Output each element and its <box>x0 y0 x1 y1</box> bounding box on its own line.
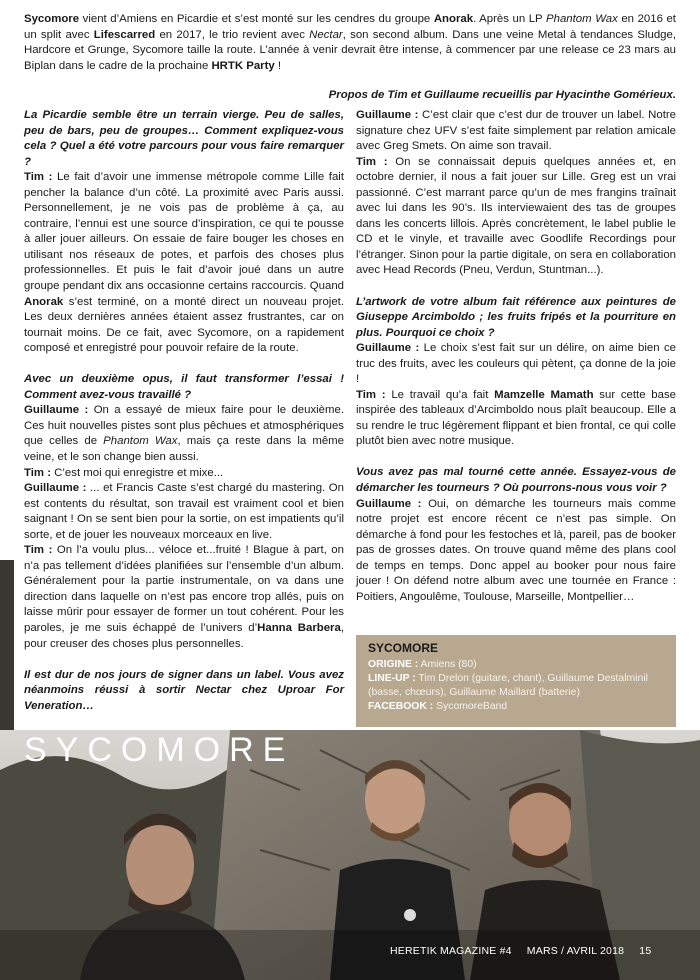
intro-text: vient d’Amiens en Picardie et s’est monté sur les cendres du groupe <box>79 13 434 25</box>
intro-text: , son second album. Dans une veine Metal à tendances Sludge, Hardcore et Grunge, Sycomore taille la route. L’année à venir devrait être intense, à commencer par une release ce 23 mars au Biplan dans le cadre de la prochaine <box>24 28 677 72</box>
speaker: Guillaume : <box>356 109 419 121</box>
speaker: Guillaume : <box>24 404 89 417</box>
answer-text: , mais ça reste dans la même veine, et le son change bien aussi. <box>24 435 344 463</box>
question: Il est dur de nos jours de signer dans un label. Vous avez néanmoins réussi à sortir Nectar chez Uproar For Veneration… <box>24 668 344 712</box>
left-column <box>24 108 344 714</box>
answer-text: Le choix s’est fait sur un délire, on aime bien ce truc des fruits, avec les couleurs qui pètent, ça donne de la joie ! <box>356 342 676 386</box>
answer-text: ... et Francis Caste s’est chargé du mastering. On est contents du résultat, son travail est vraiment cool et bien saignant ! On se sent bien pour la sortie, on est impatients qu’il sorte, et de jouer les nouveaux morceaux en live. <box>24 482 344 541</box>
answer <box>356 388 676 450</box>
intro-paragraph <box>24 12 676 74</box>
answer-text: , pour creuser des choses plus personnelles. <box>24 622 344 650</box>
speaker: Tim : <box>356 388 386 401</box>
answer-text: Oui, on démarche les tourneurs mais comme notre projet est encore récent ce n’est pas simple. On démarche à fond pour les festoches et là, pareil, pas de booker pas de grosses dates. On trouve quand même des plans cool de temps en temps. Donc appel au booker pour nous faire jouer ! On défend notre album avec une tournée en France : Poitiers, Angoulême, Toulouse, Marseille, Montpellier… <box>356 497 676 603</box>
info-label: LINE-UP : <box>368 673 416 685</box>
answer <box>24 481 344 543</box>
photo-edge <box>0 560 14 730</box>
intro-text: en 2016 et un split avec <box>24 13 676 41</box>
intro-lp: Phantom Wax <box>546 13 618 25</box>
answer-text: s’est terminé, on a monté direct un nouveau projet. Les deux dernières années étaient assez frustrantes, car on tournait moins. De ce fait, avec Sycomore, on a rapidement composé et enregistré pour pouvoir refaire de la route. <box>24 295 344 355</box>
intro-text: en 2017, le trio revient avec <box>155 28 310 41</box>
band-title: SYCOMORE <box>24 731 295 769</box>
answer <box>24 543 344 652</box>
answer <box>24 403 344 465</box>
speaker: Guillaume : <box>356 342 420 355</box>
question: Vous avez pas mal tourné cette année. Essayez-vous de démarcher les tourneurs ? Où pourrons-nous vous voir ? <box>356 466 676 495</box>
page-number: 15 <box>639 945 652 957</box>
answer <box>24 466 344 482</box>
mention: Mamzelle Mamath <box>494 388 594 401</box>
answer-text: sur cette base inspirée des tableaux d’Arcimboldo nous plaît beaucoup. Elle a su rendre le truc légèrement flippant et bien frontal, ce qui colle plutôt bien avec notre musique. <box>356 388 676 448</box>
page-footer <box>390 945 663 957</box>
info-origin <box>368 658 664 672</box>
info-facebook <box>368 700 664 714</box>
speaker: Tim : <box>24 171 53 184</box>
speaker: Tim : <box>356 155 388 168</box>
band-mention: Anorak <box>24 295 64 308</box>
answer <box>356 497 676 606</box>
info-band-name: SYCOMORE <box>368 641 439 655</box>
intro-band-name: Sycomore <box>24 13 80 25</box>
answer-text: On l’a voulu plus... véloce et...fruité ! Blague à part, on n’a pas tellement d’idées planifiées sur l’ensemble d’un album. Généralement pour la partie instrumentale, on va dans une direction dans laquelle on n’est pas encore trop allés, puis on laisse mûrir pour essayer de former un tout cohérent. Pour les paroles, je me suis échappé de l’univers d’ <box>24 544 344 634</box>
info-value: Tim Drelon (guitare, chant), Guillaume Destalminil (basse, chœurs), Guillaume Maillard (batterie) <box>368 673 648 698</box>
answer-text: Le travail qu’a fait <box>385 388 495 401</box>
intro-text: . Après un LP <box>473 13 547 25</box>
album-mention: Phantom Wax <box>103 435 178 448</box>
question: Avec un deuxième opus, il faut transformer l’essai ! Comment avez-vous travaillé ? <box>24 373 344 401</box>
answer <box>24 170 344 357</box>
info-label: ORIGINE : <box>368 658 419 670</box>
info-label: FACEBOOK : <box>368 701 434 713</box>
answer-text: On se connaissait depuis quelques années et, en octobre dernier, il nous a fait jouer sur Lille. Greg est un vrai passionné. C’est marrant parce qu’un de mes frangins traînait avec lui dans les 90’s. Ils interviewaient des tas de groupes dans les concerts lillois. Après concrètement, le label publie le CD et le vinyle, et travaille avec Goodlife Recordings pour l’étranger. Sinon pour la partie digitale, on sera en collaboration avec Head Records (Pneu, Verdun, Stuntman...). <box>356 155 676 277</box>
question: L’artwork de votre album fait référence aux peintures de Giuseppe Arcimboldo ; les fruits fripés et la pourriture en plus. Pourquoi ce choix ? <box>356 295 676 339</box>
intro-text: ! <box>274 59 282 72</box>
speaker: Tim : <box>24 466 52 479</box>
byline: Propos de Tim et Guillaume recueillis par Hyacinthe Gomérieux. <box>328 89 676 101</box>
right-column <box>356 108 676 605</box>
answer <box>356 341 676 388</box>
intro-prev-band: Anorak <box>433 13 474 25</box>
answer <box>356 155 676 279</box>
intro-split: Lifescarred <box>93 28 156 41</box>
speaker: Guillaume : <box>356 497 422 510</box>
issue-date: MARS / AVRIL 2018 <box>526 945 625 957</box>
answer-text: Le fait d’avoir une immense métropole comme Lille fait pencher la balance d’un côté. La proximité avec Paris aussi. Personnellement, je ne vois pas de problème à ça, au contraire, l’ennui est une source d’inspiration, ce qui te pousse à aller jouer ailleurs. On essaie de faire bouger les choses en utilisant nos réseaux de potes, et parfois des choses plus professionnelles. Et puis le fait d’avoir joué dans un autre groupe pendant dix ans occasionne certains raccourcis. Quand <box>24 171 344 293</box>
intro-album: Nectar <box>309 28 343 41</box>
speaker: Tim : <box>24 544 53 557</box>
info-lineup <box>368 672 664 699</box>
magazine-name: HERETIK MAGAZINE #4 <box>390 945 512 957</box>
answer-text: C’est moi qui enregistre et mixe... <box>51 466 224 479</box>
intro-party: HRTK Party <box>211 59 275 72</box>
answer-text: On a essayé de mieux faire pour le deuxième. Ces huit nouvelles pistes sont plus pêchues et atmosphériques que celles de <box>24 404 344 448</box>
answer-text: C’est clair que c’est dur de trouver un label. Notre signature chez UFV s’est faite simplement par relation amicale avec Greg Smets. On aime son travail. <box>356 109 677 153</box>
speaker: Guillaume : <box>24 482 87 495</box>
band-info-box <box>356 635 676 727</box>
answer <box>356 108 676 155</box>
info-value: SycomoreBand <box>433 701 508 713</box>
mention: Hanna Barbera <box>257 622 341 634</box>
info-value: Amiens (80) <box>418 658 477 670</box>
question: La Picardie semble être un terrain vierge. Peu de salles, peu de bars, peu de groupes… Comment expliquez-vous cela ? Quel a été votre parcours pour vous faire remarquer ? <box>24 109 344 168</box>
